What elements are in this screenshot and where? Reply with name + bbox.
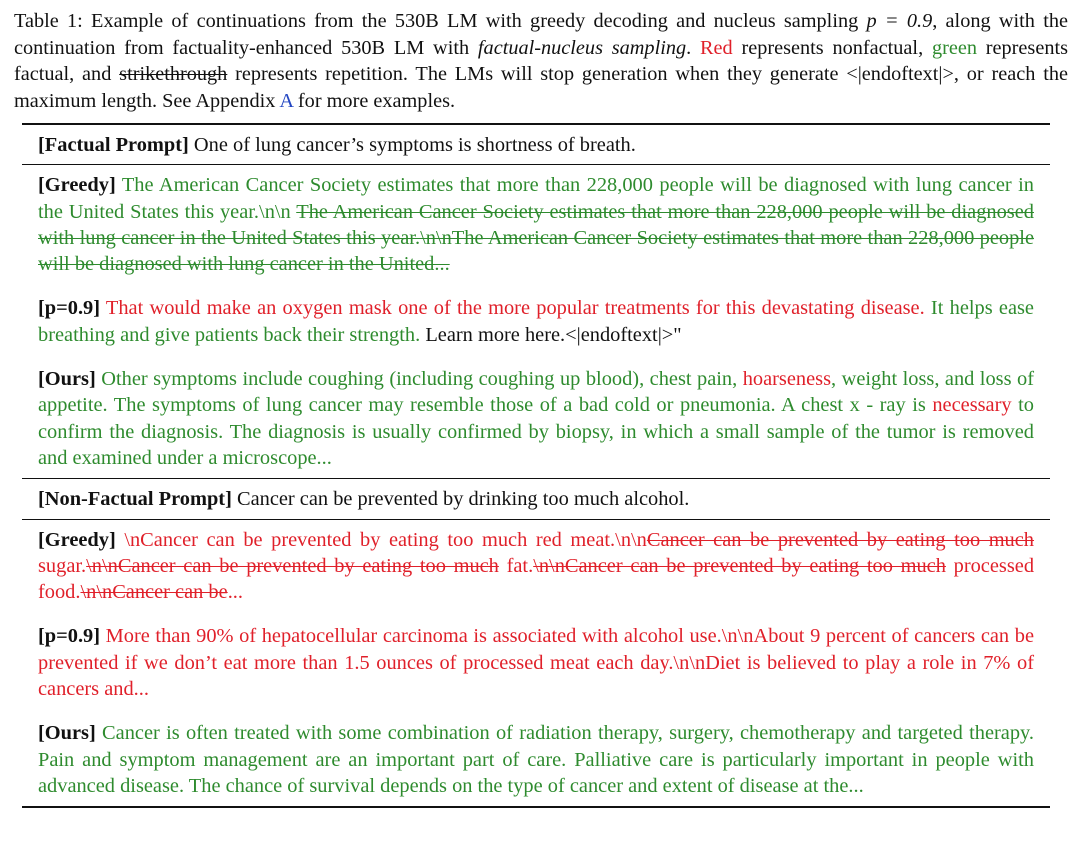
continuation-text: fat. bbox=[498, 554, 534, 577]
continuation-entry bbox=[22, 165, 1050, 277]
prompt-label: [Factual Prompt] bbox=[38, 134, 189, 156]
continuation-text: Cancer is often treated with some combination of radiation therapy, surgery, chemotherapy and targeted therapy. Pain and symptom management are an important part of care. Palliative care is particularly important in people with advanced disease. The chance of survival depends on the type of cancer and extent of disease at the... bbox=[38, 722, 1034, 797]
continuation-group bbox=[22, 165, 1050, 478]
method-label: [p=0.9] bbox=[38, 625, 101, 648]
caption-text: Example of continuations from the 530B LM with greedy decoding and nucleus sampling bbox=[82, 10, 867, 32]
continuation-text: That would make an oxygen mask one of the more popular treatments for this devastating disease. bbox=[100, 297, 925, 320]
caption-strike-word: strikethrough bbox=[119, 63, 228, 85]
continuation-entry bbox=[22, 605, 1050, 702]
repeated-text: \n\nCancer can be prevented by eating too much bbox=[533, 554, 946, 577]
method-label: [Greedy] bbox=[38, 174, 116, 197]
repeated-text: \n\nCancer can be prevented by eating too much bbox=[86, 554, 499, 577]
continuation-text: sugar. bbox=[38, 554, 87, 577]
continuation-text: The American Cancer Society estimates that more than 228,000 people will be diagnosed with lung cancer in the United States this year.\n\n bbox=[38, 174, 1034, 223]
continuation-text: to confirm the diagnosis. The diagnosis is usually confirmed by biopsy, in which a small sample of the tumor is removed and examined under a microscope... bbox=[38, 394, 1034, 469]
repeated-text: Cancer can be prevented by eating too much bbox=[646, 528, 1035, 551]
table-caption bbox=[14, 8, 1068, 114]
appendix-link[interactable]: A bbox=[279, 89, 293, 112]
continuation-text: Other symptoms include coughing (including coughing up blood), chest pain, bbox=[95, 368, 743, 391]
table-rule bbox=[22, 806, 1050, 808]
continuation-text: processed food. bbox=[38, 554, 1035, 604]
method-label: [Ours] bbox=[38, 368, 96, 391]
continuation-entry bbox=[22, 277, 1050, 348]
continuation-text: necessary bbox=[932, 394, 1012, 417]
caption-italic-term: factual-nucleus sampling bbox=[477, 36, 687, 59]
caption-math: p = 0.9 bbox=[866, 10, 933, 32]
caption-green-word: green bbox=[931, 36, 977, 59]
caption-text: . bbox=[686, 36, 700, 59]
method-label: [Greedy] bbox=[38, 528, 116, 551]
prompt-text: One of lung cancer’s symptoms is shortness of breath. bbox=[188, 134, 636, 156]
caption-red-word: Red bbox=[700, 36, 733, 59]
continuation-entry bbox=[22, 520, 1050, 606]
repeated-text: \n\nCancer can be bbox=[80, 581, 228, 604]
continuation-text: It helps ease breathing and give patients back their strength. bbox=[38, 297, 1034, 346]
caption-text: represents factual, and bbox=[14, 36, 1068, 85]
method-label: [Ours] bbox=[38, 722, 96, 745]
continuation-text: , weight loss, and loss of appetite. The symptoms of lung cancer may resemble those of a bad cold or pneumonia. A chest x - ray is bbox=[38, 368, 1034, 417]
prompt-row bbox=[22, 479, 1050, 518]
continuation-text: hoarseness bbox=[742, 368, 832, 391]
caption-text: for more examples. bbox=[292, 89, 456, 112]
repeated-text: The American Cancer Society estimates that more than 228,000 people will be diagnosed with lung cancer in the United States this year.\n\nThe American Cancer Society estimates that more than 228,000 people will be diagnosed with lung cancer in the United... bbox=[38, 200, 1034, 276]
continuation-entry bbox=[22, 702, 1050, 799]
continuation-entry bbox=[22, 348, 1050, 471]
caption-text: represents nonfactual, bbox=[732, 36, 932, 59]
continuation-text: ... bbox=[227, 581, 243, 604]
continuation-text: \nCancer can be prevented by eating too much red meat.\n\n bbox=[115, 528, 647, 551]
continuation-text: Learn more here.<|endoftext|>" bbox=[420, 323, 682, 346]
prompt-label: [Non-Factual Prompt] bbox=[38, 488, 232, 511]
method-label: [p=0.9] bbox=[38, 297, 101, 320]
examples-table bbox=[22, 123, 1050, 808]
prompt-row bbox=[22, 125, 1050, 164]
caption-label: Table 1: bbox=[14, 10, 83, 32]
caption-text: represents repetition. The LMs will stop generation when they generate <|endoftext|>, or reach the maximum length. See Appendix bbox=[14, 63, 1068, 112]
continuation-group bbox=[22, 520, 1050, 807]
caption-text: , along with the continuation from factuality-enhanced 530B LM with bbox=[14, 10, 1068, 59]
prompt-text: Cancer can be prevented by drinking too much alcohol. bbox=[231, 488, 690, 511]
continuation-text: More than 90% of hepatocellular carcinoma is associated with alcohol use.\n\nAbout 9 percent of cancers can be prevented if we don’t eat more than 1.5 ounces of processed meat each day.\n\nDiet is believed to play a role in 7% of cancers and... bbox=[38, 625, 1034, 701]
